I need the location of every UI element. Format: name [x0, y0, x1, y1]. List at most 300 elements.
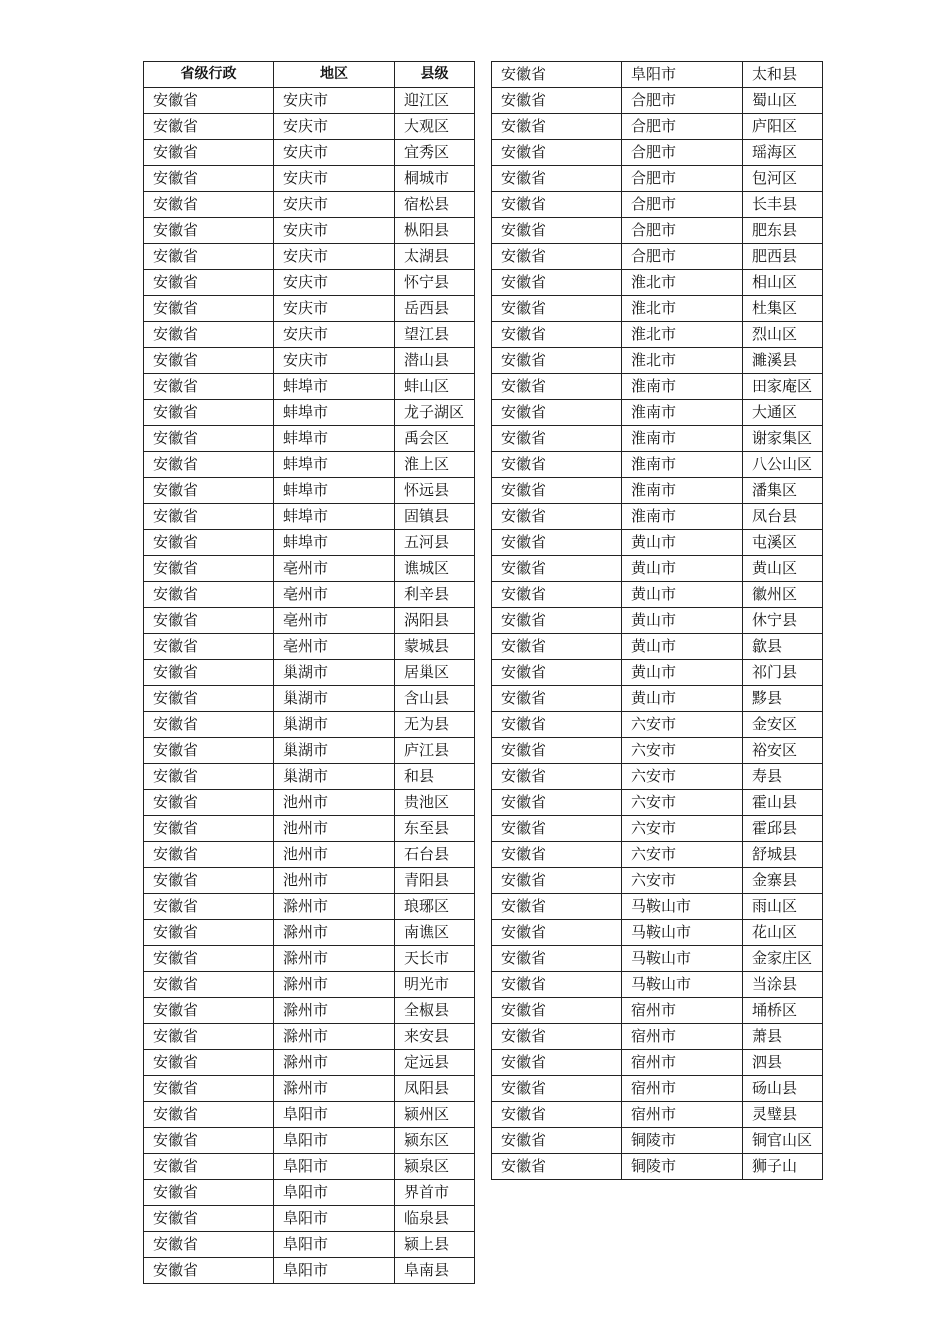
region-cell: 淮北市	[622, 348, 743, 374]
region-cell: 合肥市	[622, 114, 743, 140]
table-row	[144, 374, 475, 400]
region-cell: 淮北市	[622, 296, 743, 322]
table-row	[492, 296, 823, 322]
province-cell: 安徽省	[492, 790, 622, 816]
region-cell: 淮南市	[622, 426, 743, 452]
county-cell: 祁门县	[743, 660, 823, 686]
county-cell: 裕安区	[743, 738, 823, 764]
county-cell: 瑶海区	[743, 140, 823, 166]
table-row	[492, 270, 823, 296]
county-cell: 相山区	[743, 270, 823, 296]
province-cell: 安徽省	[144, 348, 274, 374]
table-row	[492, 62, 823, 88]
county-cell: 花山区	[743, 920, 823, 946]
county-cell: 和县	[395, 764, 475, 790]
county-cell: 肥西县	[743, 244, 823, 270]
county-cell: 无为县	[395, 712, 475, 738]
region-cell: 淮北市	[622, 270, 743, 296]
county-cell: 砀山县	[743, 1076, 823, 1102]
region-cell: 蚌埠市	[274, 400, 395, 426]
table-row	[144, 270, 475, 296]
region-cell: 六安市	[622, 738, 743, 764]
province-cell: 安徽省	[144, 426, 274, 452]
region-cell: 巢湖市	[274, 712, 395, 738]
table-row	[144, 322, 475, 348]
table-row	[492, 114, 823, 140]
region-cell: 蚌埠市	[274, 374, 395, 400]
table-row	[144, 1180, 475, 1206]
table-row	[492, 166, 823, 192]
table-row	[144, 790, 475, 816]
province-cell: 安徽省	[144, 1076, 274, 1102]
table-row	[492, 608, 823, 634]
region-cell: 铜陵市	[622, 1154, 743, 1180]
county-cell: 徽州区	[743, 582, 823, 608]
province-cell: 安徽省	[492, 816, 622, 842]
province-cell: 安徽省	[492, 218, 622, 244]
province-cell: 安徽省	[492, 322, 622, 348]
province-cell: 安徽省	[144, 946, 274, 972]
region-cell: 黄山市	[622, 608, 743, 634]
table-row	[144, 478, 475, 504]
table-row	[144, 712, 475, 738]
province-cell: 安徽省	[492, 608, 622, 634]
table-row	[144, 1206, 475, 1232]
region-cell: 阜阳市	[274, 1232, 395, 1258]
table-row	[492, 920, 823, 946]
region-cell: 阜阳市	[274, 1206, 395, 1232]
province-cell: 安徽省	[492, 62, 622, 88]
county-cell: 宿松县	[395, 192, 475, 218]
province-cell: 安徽省	[144, 192, 274, 218]
county-cell: 明光市	[395, 972, 475, 998]
region-cell: 巢湖市	[274, 686, 395, 712]
province-cell: 安徽省	[144, 1154, 274, 1180]
region-cell: 安庆市	[274, 270, 395, 296]
region-cell: 阜阳市	[274, 1154, 395, 1180]
region-cell: 黄山市	[622, 686, 743, 712]
table-row	[492, 894, 823, 920]
county-cell: 大通区	[743, 400, 823, 426]
table-row	[144, 842, 475, 868]
region-cell: 淮南市	[622, 504, 743, 530]
province-cell: 安徽省	[144, 1128, 274, 1154]
county-cell: 颍泉区	[395, 1154, 475, 1180]
province-cell: 安徽省	[144, 1206, 274, 1232]
table-row	[492, 1154, 823, 1180]
table-row	[492, 582, 823, 608]
province-cell: 安徽省	[144, 1050, 274, 1076]
county-cell: 金家庄区	[743, 946, 823, 972]
table-row	[492, 816, 823, 842]
province-cell: 安徽省	[492, 998, 622, 1024]
table-row	[492, 998, 823, 1024]
county-cell: 天长市	[395, 946, 475, 972]
region-cell: 亳州市	[274, 556, 395, 582]
county-cell: 烈山区	[743, 322, 823, 348]
county-cell: 杜集区	[743, 296, 823, 322]
county-cell: 贵池区	[395, 790, 475, 816]
county-cell: 龙子湖区	[395, 400, 475, 426]
region-cell: 合肥市	[622, 244, 743, 270]
county-cell: 怀宁县	[395, 270, 475, 296]
county-cell: 定远县	[395, 1050, 475, 1076]
county-cell: 潜山县	[395, 348, 475, 374]
province-cell: 安徽省	[492, 920, 622, 946]
table-row	[492, 1024, 823, 1050]
county-cell: 蒙城县	[395, 634, 475, 660]
province-cell: 安徽省	[144, 504, 274, 530]
province-cell: 安徽省	[492, 348, 622, 374]
county-cell: 庐阳区	[743, 114, 823, 140]
region-cell: 滁州市	[274, 1076, 395, 1102]
province-cell: 安徽省	[492, 400, 622, 426]
county-cell: 望江县	[395, 322, 475, 348]
province-cell: 安徽省	[492, 374, 622, 400]
county-cell: 禹会区	[395, 426, 475, 452]
table-row	[492, 868, 823, 894]
county-cell: 休宁县	[743, 608, 823, 634]
province-cell: 安徽省	[144, 556, 274, 582]
region-cell: 淮南市	[622, 400, 743, 426]
province-cell: 安徽省	[492, 1024, 622, 1050]
province-cell: 安徽省	[144, 790, 274, 816]
county-cell: 全椒县	[395, 998, 475, 1024]
table-row	[144, 192, 475, 218]
province-cell: 安徽省	[492, 192, 622, 218]
region-cell: 淮北市	[622, 322, 743, 348]
county-cell: 南谯区	[395, 920, 475, 946]
province-cell: 安徽省	[492, 972, 622, 998]
county-table-left	[143, 61, 475, 1284]
table-row	[144, 582, 475, 608]
county-cell: 大观区	[395, 114, 475, 140]
region-cell: 蚌埠市	[274, 530, 395, 556]
province-cell: 安徽省	[492, 660, 622, 686]
province-cell: 安徽省	[492, 556, 622, 582]
province-cell: 安徽省	[144, 972, 274, 998]
region-cell: 安庆市	[274, 192, 395, 218]
county-cell: 黟县	[743, 686, 823, 712]
region-cell: 阜阳市	[622, 62, 743, 88]
region-cell: 阜阳市	[274, 1180, 395, 1206]
province-cell: 安徽省	[144, 400, 274, 426]
table-row	[492, 478, 823, 504]
table-row	[144, 660, 475, 686]
header-county: 县级	[395, 62, 475, 88]
header-province: 省级行政	[144, 62, 274, 88]
region-cell: 安庆市	[274, 218, 395, 244]
region-cell: 池州市	[274, 790, 395, 816]
table-row	[144, 504, 475, 530]
region-cell: 宿州市	[622, 1076, 743, 1102]
county-cell: 蚌山区	[395, 374, 475, 400]
county-cell: 淮上区	[395, 452, 475, 478]
table-row	[144, 972, 475, 998]
county-cell: 潘集区	[743, 478, 823, 504]
region-cell: 巢湖市	[274, 660, 395, 686]
county-cell: 寿县	[743, 764, 823, 790]
province-cell: 安徽省	[492, 842, 622, 868]
province-cell: 安徽省	[144, 140, 274, 166]
province-cell: 安徽省	[492, 1154, 622, 1180]
county-cell: 田家庵区	[743, 374, 823, 400]
region-cell: 滁州市	[274, 998, 395, 1024]
province-cell: 安徽省	[144, 322, 274, 348]
county-cell: 石台县	[395, 842, 475, 868]
county-cell: 东至县	[395, 816, 475, 842]
table-row	[144, 868, 475, 894]
region-cell: 马鞍山市	[622, 972, 743, 998]
table-row	[492, 842, 823, 868]
county-cell: 桐城市	[395, 166, 475, 192]
region-cell: 滁州市	[274, 920, 395, 946]
region-cell: 滁州市	[274, 894, 395, 920]
county-cell: 泗县	[743, 1050, 823, 1076]
table-row	[492, 946, 823, 972]
header-region: 地区	[274, 62, 395, 88]
table-row	[144, 1232, 475, 1258]
province-cell: 安徽省	[492, 452, 622, 478]
region-cell: 宿州市	[622, 1102, 743, 1128]
table-row	[492, 426, 823, 452]
county-cell: 界首市	[395, 1180, 475, 1206]
table-row	[492, 712, 823, 738]
table-row	[492, 738, 823, 764]
region-cell: 六安市	[622, 842, 743, 868]
table-row	[144, 88, 475, 114]
region-cell: 马鞍山市	[622, 920, 743, 946]
region-cell: 滁州市	[274, 1050, 395, 1076]
province-cell: 安徽省	[144, 894, 274, 920]
county-cell: 黄山区	[743, 556, 823, 582]
table-row	[492, 322, 823, 348]
province-cell: 安徽省	[492, 270, 622, 296]
region-cell: 淮南市	[622, 374, 743, 400]
county-cell: 肥东县	[743, 218, 823, 244]
table-row	[144, 556, 475, 582]
header-row	[144, 62, 475, 88]
table-row	[144, 1076, 475, 1102]
county-cell: 颍州区	[395, 1102, 475, 1128]
region-cell: 六安市	[622, 816, 743, 842]
table-row	[144, 348, 475, 374]
county-cell: 太湖县	[395, 244, 475, 270]
region-cell: 淮南市	[622, 452, 743, 478]
province-cell: 安徽省	[144, 478, 274, 504]
province-cell: 安徽省	[492, 114, 622, 140]
province-cell: 安徽省	[144, 88, 274, 114]
county-cell: 太和县	[743, 62, 823, 88]
region-cell: 淮南市	[622, 478, 743, 504]
table-row	[144, 920, 475, 946]
county-cell: 含山县	[395, 686, 475, 712]
province-cell: 安徽省	[492, 1050, 622, 1076]
region-cell: 六安市	[622, 764, 743, 790]
table-row	[492, 530, 823, 556]
region-cell: 蚌埠市	[274, 504, 395, 530]
region-cell: 蚌埠市	[274, 452, 395, 478]
region-cell: 滁州市	[274, 1024, 395, 1050]
province-cell: 安徽省	[144, 1024, 274, 1050]
county-cell: 怀远县	[395, 478, 475, 504]
table-row	[492, 686, 823, 712]
province-cell: 安徽省	[492, 738, 622, 764]
county-cell: 八公山区	[743, 452, 823, 478]
province-cell: 安徽省	[492, 1128, 622, 1154]
region-cell: 宿州市	[622, 1024, 743, 1050]
table-row	[492, 192, 823, 218]
region-cell: 合肥市	[622, 192, 743, 218]
county-cell: 涡阳县	[395, 608, 475, 634]
region-cell: 巢湖市	[274, 764, 395, 790]
table-row	[492, 244, 823, 270]
county-cell: 霍邱县	[743, 816, 823, 842]
province-cell: 安徽省	[144, 296, 274, 322]
county-cell: 当涂县	[743, 972, 823, 998]
county-cell: 包河区	[743, 166, 823, 192]
region-cell: 合肥市	[622, 140, 743, 166]
table-row	[144, 530, 475, 556]
province-cell: 安徽省	[492, 478, 622, 504]
province-cell: 安徽省	[144, 712, 274, 738]
province-cell: 安徽省	[492, 686, 622, 712]
region-cell: 蚌埠市	[274, 478, 395, 504]
region-cell: 安庆市	[274, 348, 395, 374]
province-cell: 安徽省	[144, 1180, 274, 1206]
region-cell: 安庆市	[274, 114, 395, 140]
table-row	[144, 114, 475, 140]
table-row	[492, 1076, 823, 1102]
province-cell: 安徽省	[492, 582, 622, 608]
province-cell: 安徽省	[492, 530, 622, 556]
table-row	[144, 166, 475, 192]
province-cell: 安徽省	[144, 868, 274, 894]
county-cell: 利辛县	[395, 582, 475, 608]
region-cell: 亳州市	[274, 634, 395, 660]
province-cell: 安徽省	[144, 374, 274, 400]
region-cell: 马鞍山市	[622, 894, 743, 920]
region-cell: 池州市	[274, 868, 395, 894]
table-row	[144, 218, 475, 244]
table-row	[144, 400, 475, 426]
region-cell: 六安市	[622, 712, 743, 738]
table-row	[492, 348, 823, 374]
table-row	[144, 738, 475, 764]
county-cell: 庐江县	[395, 738, 475, 764]
region-cell: 安庆市	[274, 322, 395, 348]
region-cell: 六安市	[622, 790, 743, 816]
county-cell: 岳西县	[395, 296, 475, 322]
county-cell: 舒城县	[743, 842, 823, 868]
table-row	[492, 556, 823, 582]
table-row	[144, 764, 475, 790]
province-cell: 安徽省	[144, 998, 274, 1024]
table-row	[492, 374, 823, 400]
region-cell: 宿州市	[622, 1050, 743, 1076]
county-cell: 谯城区	[395, 556, 475, 582]
county-cell: 阜南县	[395, 1258, 475, 1284]
table-row	[144, 452, 475, 478]
table-row	[492, 1102, 823, 1128]
province-cell: 安徽省	[144, 244, 274, 270]
county-cell: 枞阳县	[395, 218, 475, 244]
county-cell: 歙县	[743, 634, 823, 660]
province-cell: 安徽省	[144, 920, 274, 946]
region-cell: 合肥市	[622, 218, 743, 244]
table-row	[144, 140, 475, 166]
region-cell: 阜阳市	[274, 1102, 395, 1128]
province-cell: 安徽省	[492, 764, 622, 790]
table-row	[144, 946, 475, 972]
region-cell: 黄山市	[622, 582, 743, 608]
province-cell: 安徽省	[144, 218, 274, 244]
table-row	[144, 1050, 475, 1076]
county-cell: 萧县	[743, 1024, 823, 1050]
county-table-right	[491, 61, 823, 1180]
region-cell: 池州市	[274, 842, 395, 868]
table-row	[144, 816, 475, 842]
region-cell: 蚌埠市	[274, 426, 395, 452]
region-cell: 六安市	[622, 868, 743, 894]
province-cell: 安徽省	[144, 582, 274, 608]
table-row	[492, 1050, 823, 1076]
county-cell: 青阳县	[395, 868, 475, 894]
table-row	[144, 1154, 475, 1180]
county-cell: 居巢区	[395, 660, 475, 686]
province-cell: 安徽省	[144, 166, 274, 192]
region-cell: 黄山市	[622, 634, 743, 660]
table-row	[492, 452, 823, 478]
province-cell: 安徽省	[144, 530, 274, 556]
table-row	[492, 660, 823, 686]
county-cell: 五河县	[395, 530, 475, 556]
table-row	[144, 426, 475, 452]
province-cell: 安徽省	[492, 504, 622, 530]
county-cell: 狮子山	[743, 1154, 823, 1180]
county-cell: 凤台县	[743, 504, 823, 530]
province-cell: 安徽省	[144, 660, 274, 686]
province-cell: 安徽省	[492, 296, 622, 322]
province-cell: 安徽省	[144, 1258, 274, 1284]
province-cell: 安徽省	[144, 738, 274, 764]
province-cell: 安徽省	[492, 946, 622, 972]
province-cell: 安徽省	[144, 608, 274, 634]
table-row	[492, 140, 823, 166]
county-cell: 迎江区	[395, 88, 475, 114]
county-cell: 颍东区	[395, 1128, 475, 1154]
region-cell: 合肥市	[622, 88, 743, 114]
region-cell: 黄山市	[622, 660, 743, 686]
county-cell: 长丰县	[743, 192, 823, 218]
county-cell: 雨山区	[743, 894, 823, 920]
region-cell: 滁州市	[274, 946, 395, 972]
province-cell: 安徽省	[492, 166, 622, 192]
table-row	[144, 1024, 475, 1050]
county-cell: 凤阳县	[395, 1076, 475, 1102]
table-row	[492, 764, 823, 790]
county-cell: 琅琊区	[395, 894, 475, 920]
region-cell: 安庆市	[274, 296, 395, 322]
province-cell: 安徽省	[492, 634, 622, 660]
county-cell: 铜官山区	[743, 1128, 823, 1154]
table-row	[492, 972, 823, 998]
province-cell: 安徽省	[144, 1102, 274, 1128]
table-row	[144, 634, 475, 660]
province-cell: 安徽省	[144, 686, 274, 712]
county-cell: 蜀山区	[743, 88, 823, 114]
province-cell: 安徽省	[144, 270, 274, 296]
